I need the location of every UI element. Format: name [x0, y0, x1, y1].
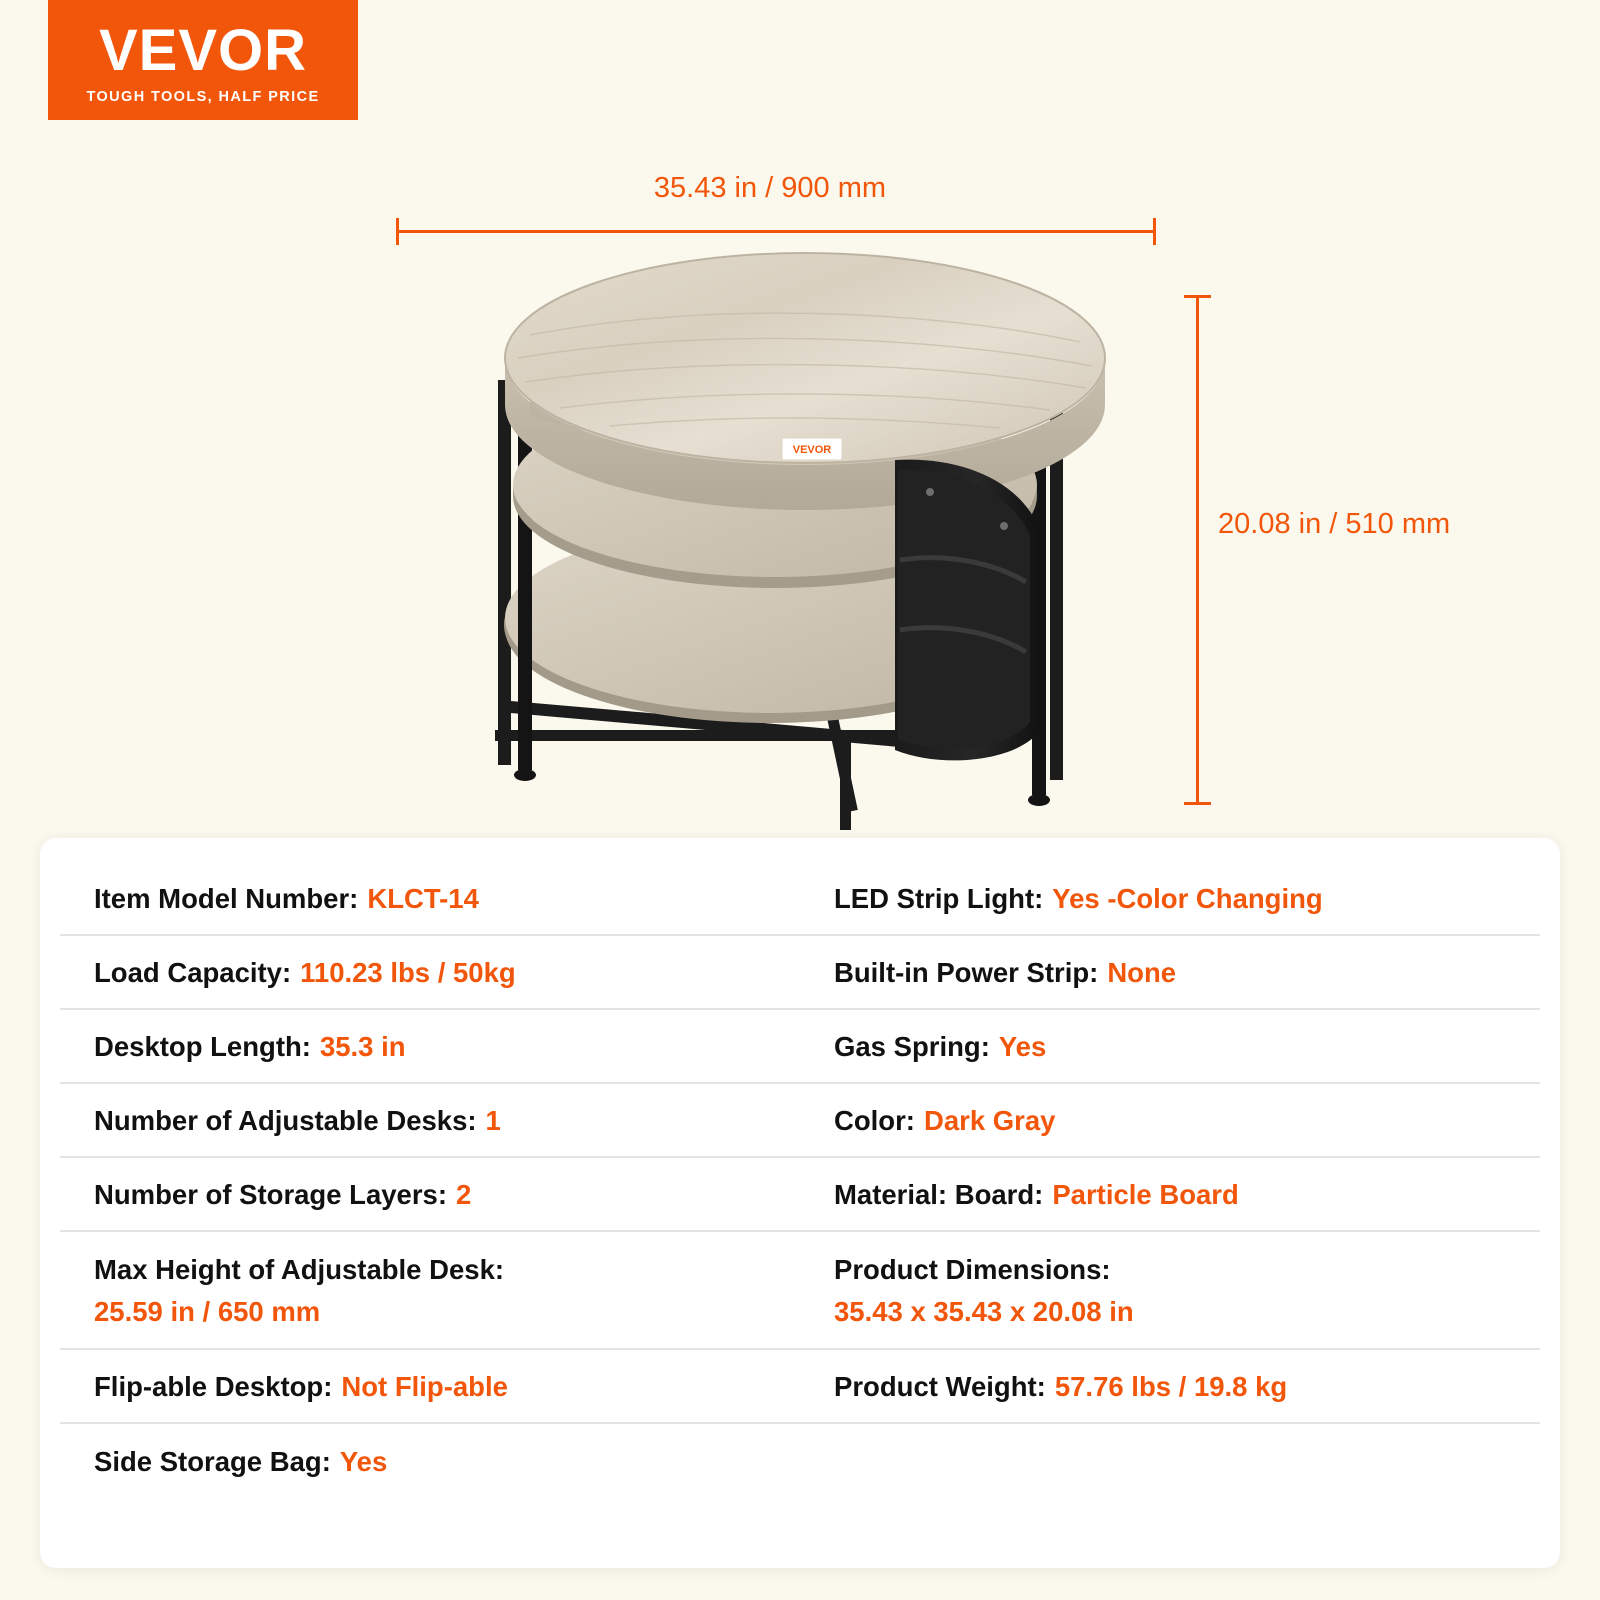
- spec-value: 1: [485, 1104, 501, 1136]
- spec-label: Max Height of Adjustable Desk:: [94, 1253, 505, 1285]
- spec-value: Yes -Color Changing: [1052, 882, 1323, 914]
- dimension-width-label: 35.43 in / 900 mm: [653, 172, 887, 204]
- spec-value: Yes: [339, 1445, 388, 1477]
- spec-label: Product Dimensions:: [834, 1253, 1111, 1285]
- spec-value: Not Flip-able: [341, 1370, 508, 1402]
- spec-value: 25.59 in / 650 mm: [94, 1296, 321, 1327]
- brand-name: VEVOR: [98, 17, 308, 83]
- spec-label: LED Strip Light:: [834, 882, 1044, 914]
- dimension-height-label: 20.08 in / 510 mm: [1218, 508, 1451, 540]
- spec-row: [60, 1232, 800, 1350]
- spec-value: 57.76 lbs / 19.8 kg: [1054, 1370, 1288, 1402]
- spec-row: [60, 936, 800, 1010]
- spec-label: Number of Adjustable Desks:: [94, 1104, 477, 1136]
- spec-value: 35.3 in: [319, 1030, 406, 1062]
- spec-row: [800, 1084, 1540, 1158]
- spec-row: [800, 1232, 1540, 1350]
- spec-row: [60, 1158, 800, 1232]
- spec-label: Desktop Length:: [94, 1030, 311, 1062]
- product-illustration: [400, 230, 1200, 830]
- spec-value: 35.43 x 35.43 x 20.08 in: [834, 1296, 1134, 1327]
- spec-row: [800, 862, 1540, 936]
- spec-value: 2: [456, 1178, 472, 1210]
- spec-label: Flip-able Desktop:: [94, 1370, 333, 1402]
- spec-value: 110.23 lbs / 50kg: [300, 956, 516, 988]
- spec-value: Particle Board: [1052, 1178, 1239, 1210]
- brand-logo: [48, 0, 358, 120]
- spec-row: [800, 1350, 1540, 1424]
- spec-row: [60, 862, 800, 936]
- spec-row: [60, 1350, 800, 1424]
- specification-grid: [60, 862, 1540, 1498]
- spec-row: [60, 1084, 800, 1158]
- spec-label: Gas Spring:: [834, 1030, 990, 1062]
- spec-label: Item Model Number:: [94, 882, 359, 914]
- spec-label: Side Storage Bag:: [94, 1445, 331, 1477]
- spec-row-empty: [800, 1424, 1540, 1498]
- spec-label: Load Capacity:: [94, 956, 292, 988]
- spec-row: [800, 936, 1540, 1010]
- brand-tagline: TOUGH TOOLS, HALF PRICE: [86, 88, 320, 105]
- spec-value: None: [1107, 956, 1177, 988]
- spec-label: Built-in Power Strip:: [834, 956, 1099, 988]
- spec-label: Color:: [834, 1104, 915, 1136]
- spec-label: Material: Board:: [834, 1178, 1044, 1210]
- svg-text:VEVOR: VEVOR: [792, 444, 832, 456]
- spec-value: Yes: [998, 1030, 1047, 1062]
- spec-label: Product Weight:: [834, 1370, 1046, 1402]
- spec-row: [60, 1010, 800, 1084]
- spec-row: [800, 1010, 1540, 1084]
- spec-value: Dark Gray: [923, 1104, 1056, 1136]
- spec-value: KLCT-14: [367, 882, 479, 914]
- spec-row: [60, 1424, 800, 1498]
- spec-label: Number of Storage Layers:: [94, 1178, 448, 1210]
- spec-row: [800, 1158, 1540, 1232]
- product-hero: [0, 120, 1600, 840]
- specification-card: [40, 838, 1560, 1568]
